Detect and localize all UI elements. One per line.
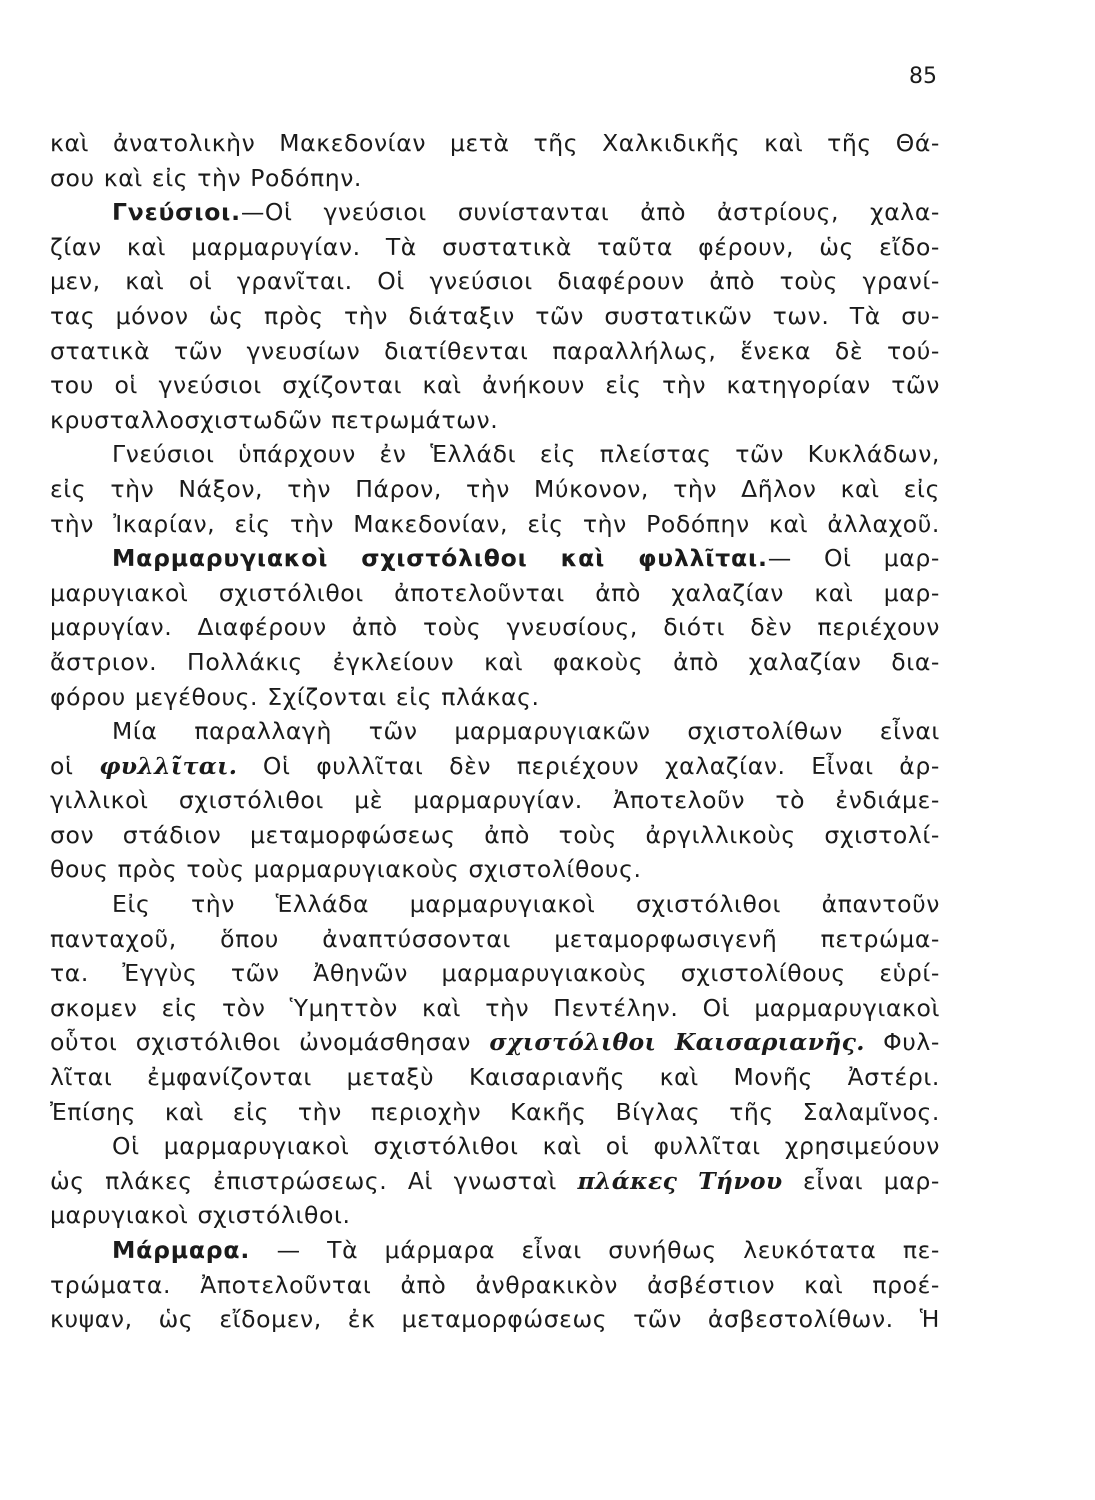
text-line [50,1025,940,1060]
text-line [50,161,940,196]
text-line [50,680,940,715]
line-text: μαρυγίαν. Διαφέρουν ἀπὸ τοὺς γνευσίους, διότι δὲν περιέχουν [50,613,940,642]
line-text: μεν, καὶ οἱ γρανῖται. Οἱ γνεύσιοι διαφέρουν ἀπὸ τοὺς γρανί- [50,267,940,296]
line-text: οὗτοι σχιστόλιθοι ὠνομάσθησαν [50,1028,490,1057]
text-line [50,472,940,507]
text-line [50,1164,940,1199]
line-text: καὶ ἀνατολικὴν Μακεδονίαν μετὰ τῆς Χαλκιδικῆς καὶ τῆς Θά- [50,129,940,157]
line-text-continued: Οἱ φυλλῖται δὲν περιέχουν χαλαζίαν. Εἶναι ἀρ- [237,751,940,780]
text-line [50,437,940,472]
text-line [50,749,940,784]
line-text: τὴν Ἰκαρίαν, εἰς τὴν Μακεδονίαν, εἰς τὴν Ροδόπην καὶ ἀλλαχοῦ. [50,509,940,538]
text-line [50,1129,940,1164]
line-text: γιλλικοὶ σχιστόλιθοι μὲ μαρμαρυγίαν. Ἀποτελοῦν τὸ ἐνδιάμε- [50,786,940,815]
text-line [50,1233,940,1268]
line-text: οἱ [50,751,100,780]
section-heading: Μάρμαρα. [112,1236,251,1264]
line-text: Μία παραλλαγὴ τῶν μαρμαρυγιακῶν σχιστολίθων εἶναι [112,717,940,746]
line-text: τρώματα. Ἀποτελοῦνται ἀπὸ ἀνθρακικὸν ἀσβέστιον καὶ προέ- [50,1270,940,1299]
text-line [50,576,940,611]
text-line [50,818,940,853]
text-line [50,714,940,749]
text-line [50,1060,940,1095]
text-line [50,195,940,230]
text-line [50,1302,940,1337]
line-text: πανταχοῦ, ὅπου ἀναπτύσσονται μεταμορφωσιγενῆ πετρώμα- [50,924,940,953]
text-line [50,610,940,645]
line-text: μαρυγιακοὶ σχιστόλιθοι. [50,1201,351,1230]
text-line [50,991,940,1026]
section-heading: Μαρμαρυγιακοὶ σχιστόλιθοι καὶ φυλλῖται. [112,544,768,573]
line-text: λῖται ἐμφανίζονται μεταξὺ Καισαριανῆς καὶ Μονῆς Ἀστέρι. [50,1063,940,1092]
line-text: τα. Ἐγγὺς τῶν Ἀθηνῶν μαρμαρυγιακοὺς σχιστολίθους εὑρί- [50,959,940,988]
line-text: θους πρὸς τοὺς μαρμαρυγιακοὺς σχιστολίθους. [50,855,642,884]
text-line [50,126,940,161]
text-line [50,334,940,369]
line-text: — Τὰ μάρμαρα εἶναι συνήθως λευκότατα πε- [250,1236,940,1264]
text-line [50,783,940,818]
line-text: — Οἱ μαρ- [767,544,940,573]
line-text: Εἰς τὴν Ἑλλάδα μαρμαρυγιακοὶ σχιστόλιθοι ἀπαντοῦν [112,890,940,919]
line-text: Οἱ μαρμαρυγιακοὶ σχιστόλιθοι καὶ οἱ φυλλῖται χρησιμεύουν [112,1132,940,1161]
emphasized-term: πλάκες Τήνου [577,1166,783,1195]
line-text: στατικὰ τῶν γνευσίων διατίθενται παραλλήλως, ἕνεκα δὲ τού- [50,336,940,365]
body-text [50,126,940,1337]
line-text: Ἐπίσης καὶ εἰς τὴν περιοχὴν Κακῆς Βίγλας τῆς Σαλαμῖνος. [50,1097,940,1126]
emphasized-term: φυλλῖται. [99,751,238,780]
line-text: μαρυγιακοὶ σχιστόλιθοι ἀποτελοῦνται ἀπὸ χαλαζίαν καὶ μαρ- [50,578,940,607]
page-number: 85 [909,64,937,89]
text-line [50,1095,940,1130]
text-line [50,541,940,576]
line-text: —Οἱ γνεύσιοι συνίστανται ἀπὸ ἀστρίους, χαλα- [240,198,940,227]
line-text: κρυσταλλοσχιστωδῶν πετρωμάτων. [50,405,499,434]
text-line [50,368,940,403]
line-text: Γνεύσιοι ὑπάρχουν ἐν Ἑλλάδι εἰς πλείστας τῶν Κυκλάδων, [112,440,940,469]
line-text: ἄστριον. Πολλάκις ἐγκλείουν καὶ φακοὺς ἀπὸ χαλαζίαν δια- [50,647,940,676]
line-text: τας μόνον ὡς πρὸς τὴν διάταξιν τῶν συστατικῶν των. Τὰ συ- [50,301,940,330]
text-line [50,1198,940,1233]
line-text: ζίαν καὶ μαρμαρυγίαν. Τὰ συστατικὰ ταῦτα φέρουν, ὡς εἴδο- [50,232,940,261]
text-line [50,403,940,438]
line-text-continued: εἶναι μαρ- [782,1166,940,1195]
text-line [50,922,940,957]
line-text: σου καὶ εἰς τὴν Ροδόπην. [50,163,363,192]
line-text: σκομεν εἰς τὸν Ὑμηττὸν καὶ τὴν Πεντέλην. Οἱ μαρμαρυγιακοὶ [50,993,940,1022]
line-text: σον στάδιον μεταμορφώσεως ἀπὸ τοὺς ἀργιλλικοὺς σχιστολί- [50,820,940,849]
line-text: φόρου μεγέθους. Σχίζονται εἰς πλάκας. [50,682,540,711]
text-line [50,887,940,922]
line-text: ὡς πλάκες ἐπιστρώσεως. Αἱ γνωσταὶ [50,1166,578,1195]
text-line [50,956,940,991]
text-line [50,507,940,542]
line-text: κυψαν, ὡς εἴδομεν, ἐκ μεταμορφώσεως τῶν ἀσβεστολίθων. Ἡ [50,1305,940,1334]
text-line [50,1268,940,1303]
text-line [50,299,940,334]
text-line [50,645,940,680]
section-heading: Γνεύσιοι. [112,198,241,227]
text-line [50,264,940,299]
line-text: εἰς τὴν Νάξον, τὴν Πάρον, τὴν Μύκονον, τὴν Δῆλον καὶ εἰς [50,474,940,503]
text-line [50,852,940,887]
line-text-continued: Φυλ- [864,1028,940,1057]
line-text: του οἱ γνεύσιοι σχίζονται καὶ ἀνήκουν εἰς τὴν κατηγορίαν τῶν [50,371,940,400]
emphasized-term: σχιστόλιθοι Καισαριανῆς. [489,1028,865,1057]
text-line [50,230,940,265]
